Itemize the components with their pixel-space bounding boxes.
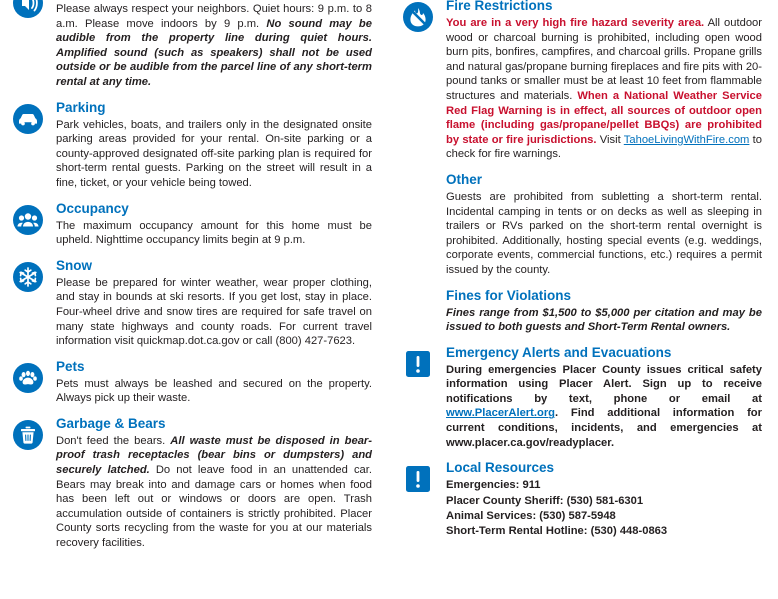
- section-paragraph: Please be prepared for winter weather, wear proper clothing, and stay in bounds at ski resorts. If you get lost, stay in place. Four-wheel drive and snow tires are required for safe travel on many state highways and county roads. For current travel information visit quickmap.dot.ca.gov or call (800) 427-7623.: [56, 276, 372, 348]
- text-run: Do not leave food in an unattended car. Bears may break into and damage cars or homes when food has been left out or windows or doors are open. Trash accumulation outside of containers is strictly prohibited. Placer County sorts recycling from the waste for you at our materials recovery facilities.: [56, 464, 372, 550]
- icon-cell: [390, 460, 446, 496]
- text-run: During emergencies Placer County issues critical safety information using Placer Alert. Sign up to receive notifications by text, phone or email at: [446, 363, 762, 405]
- text-run: Please always respect your neighbors. Quiet hours: 9 p.m. to 8 a.m. Please move indoors by 9 p.m.: [56, 3, 372, 30]
- snowflake-icon: [11, 260, 45, 294]
- section-snow: [0, 258, 390, 349]
- resource-line: Animal Services: (530) 587-5948: [446, 510, 616, 523]
- section-parking: [0, 100, 390, 191]
- text-run: . Find additional information for current conditions, incidents, and emergencies at www.placer.ca.gov/readyplacer.: [446, 407, 762, 449]
- section-occupancy: [0, 201, 390, 248]
- icon-cell-empty: [390, 288, 446, 290]
- car-icon: [11, 102, 45, 136]
- section-body: [446, 172, 778, 278]
- section-title: Garbage & Bears: [56, 415, 166, 431]
- text-run: to check for fire warnings.: [446, 133, 762, 161]
- icon-cell: [390, 345, 446, 381]
- resource-line: Short-Term Rental Hotline: (530) 448-0863: [446, 525, 668, 538]
- section-title: Occupancy: [56, 200, 129, 216]
- no-fire-icon: [401, 0, 435, 34]
- section-body: [446, 460, 778, 540]
- section-other: [390, 172, 778, 278]
- section-emergency-alerts: [390, 345, 778, 451]
- section-paragraph: Park vehicles, boats, and trailers only in the designated onsite parking areas provided for your rental. On-site parking or a county-approved designated off-site parking plan is required for short-term rental guests. Parking on the street will result in a fine, ticket, or your vehicle being towed.: [56, 118, 372, 189]
- section-title: Other: [446, 171, 483, 187]
- section-title: Parking: [56, 99, 106, 115]
- text-run-warning: When a National Weather Service Red Flag Warning is in effect, all sources of outdoor open flame (including gas/propane/pellet BBQs) are prohibited by state or fire jurisdictions.: [446, 89, 762, 146]
- icon-cell: [0, 0, 56, 20]
- icon-cell: [0, 416, 56, 452]
- section-paragraph: Fines range from $1,500 to $5,000 per citation and may be issued to both guests and Short-Term Rental owners.: [446, 306, 762, 334]
- alert-exclamation-icon: [401, 462, 435, 496]
- section-paragraph: The maximum occupancy amount for this home must be upheld. Nighttime occupancy limits begin at 9 p.m.: [56, 219, 372, 247]
- section-body: [56, 416, 390, 551]
- section-paragraph: [446, 363, 762, 451]
- icon-cell: [0, 258, 56, 294]
- text-run: All outdoor wood or charcoal burning is prohibited, including open wood burn pits, bonfires, campfires, and charcoal grills. Propane grills and natural gas/propane burning fireplaces and fire pits with 20-pound tanks or smaller must be at least 10 feet from flammable structures and materials.: [446, 17, 762, 102]
- paw-print-icon: [11, 361, 45, 395]
- section-noise: [0, 0, 390, 90]
- section-pets: [0, 359, 390, 406]
- icon-cell: [390, 0, 446, 34]
- icon-cell: [0, 100, 56, 136]
- trash-can-icon: [11, 418, 45, 452]
- icon-cell-empty: [390, 172, 446, 174]
- link-placer-alert[interactable]: www.PlacerAlert.org: [446, 407, 556, 420]
- sound-waves-icon: [11, 0, 45, 20]
- resource-line: Emergencies: 911: [446, 479, 541, 492]
- text-run-emphasis: No sound may be audible from the property line during quiet hours. Amplified sound (such as speakers) shall not be used outside or be audible from the parcel line of any short-term rental at any time.: [56, 17, 372, 88]
- section-body: [56, 258, 390, 349]
- section-paragraph: [446, 16, 762, 162]
- alert-exclamation-icon: [401, 347, 435, 381]
- section-body: [446, 345, 778, 451]
- text-run-emphasis: All waste must be disposed in bear-proof trash receptacles (bear bins or dumpsters) and securely latched.: [56, 434, 372, 477]
- section-fire-restrictions: [390, 0, 778, 162]
- section-body: [56, 0, 390, 90]
- section-paragraph: [56, 434, 372, 551]
- section-body: [56, 201, 390, 248]
- resource-line: Placer County Sheriff: (530) 581-6301: [446, 494, 644, 507]
- section-body: [56, 359, 390, 406]
- icon-cell: [0, 359, 56, 395]
- section-fines-for-violations: [390, 288, 778, 335]
- section-title: Emergency Alerts and Evacuations: [446, 344, 672, 360]
- section-body: [446, 0, 778, 162]
- section-garbage-and-bears: [0, 416, 390, 551]
- link-tahoe-living-with-fire[interactable]: TahoeLivingWithFire.com: [623, 133, 750, 146]
- people-icon: [11, 203, 45, 237]
- text-run: Don't feed the bears.: [56, 434, 171, 447]
- section-title: Local Resources: [446, 460, 555, 476]
- section-title: Fines for Violations: [446, 287, 572, 303]
- section-title: Snow: [56, 257, 92, 273]
- section-body: [446, 288, 778, 335]
- section-title: Pets: [56, 358, 85, 374]
- text-run: Visit: [596, 133, 624, 146]
- section-title: Fire Restrictions: [446, 0, 553, 13]
- section-paragraph: Pets must always be leashed and secured on the property. Always pick up their waste.: [56, 377, 372, 405]
- text-run-warning: You are in a very high fire hazard severity area.: [446, 17, 705, 29]
- right-column: [390, 0, 778, 599]
- icon-cell: [0, 201, 56, 237]
- section-paragraph: Guests are prohibited from subletting a short-term rental. Incidental camping in tents or on decks as well as sleeping in trailers or RVs parked on the short-term rental overnight is prohibited. Additionally, hosting special events (e.g. weddings, corporate events, commercial functions, etc.) requires a permit issued by the county.: [446, 190, 762, 276]
- section-local-resources: [390, 460, 778, 540]
- section-paragraph: [56, 2, 372, 90]
- section-body: [56, 100, 390, 191]
